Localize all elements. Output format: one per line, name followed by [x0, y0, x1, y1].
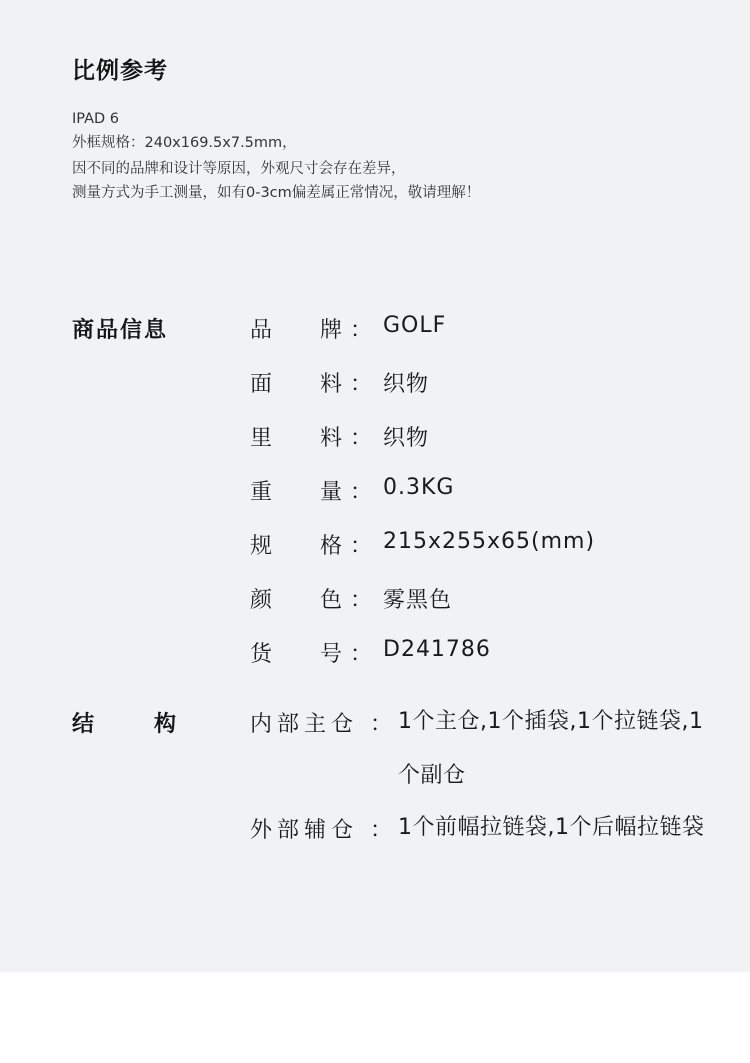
- reference-measure-note: 测量方式为手工测量，如有0-3cm偏差属正常情况，敬请理解！: [72, 185, 481, 201]
- spec-value-size: 215x255x65(mm): [383, 529, 596, 554]
- spec-key-char: 品: [250, 318, 273, 343]
- structure-title-char: 结: [72, 712, 95, 737]
- structure-value-outer: 1个前幅拉链袋,1个后幅拉链袋: [398, 815, 705, 840]
- spec-colon: ：: [350, 534, 373, 559]
- spec-key-char: 量: [320, 480, 343, 505]
- reference-device: IPAD 6: [72, 111, 120, 127]
- structure-value-inner: 1个主仓,1个插袋,1个拉链袋,1个副仓: [398, 709, 704, 788]
- spec-colon: ：: [350, 480, 373, 505]
- spec-colon: ：: [350, 642, 373, 667]
- spec-key-char: 牌: [320, 318, 343, 343]
- spec-key-char: 规: [250, 534, 273, 559]
- reference-frame-spec: 外框规格：240x169.5x7.5mm，: [72, 135, 297, 151]
- structure-title: [72, 707, 176, 738]
- structure-label-inner: 内部主仓: [250, 712, 359, 737]
- spec-key-char: 料: [320, 372, 343, 397]
- spec-key-char: 格: [320, 534, 343, 559]
- spec-colon: ：: [350, 588, 373, 613]
- product-info-title: 商品信息: [72, 318, 169, 343]
- spec-key-char: 颜: [250, 588, 273, 613]
- spec-value-color: 雾黑色: [383, 588, 453, 613]
- spec-key-char: 重: [250, 480, 273, 505]
- reference-title: 比例参考: [72, 58, 168, 84]
- structure-title-char: 构: [153, 712, 176, 737]
- spec-key-char: 号: [320, 642, 343, 667]
- spec-value-outer-material: 织物: [383, 372, 430, 397]
- spec-value-brand: GOLF: [383, 313, 447, 338]
- spec-value-item-number: D241786: [383, 637, 491, 662]
- reference-note: 因不同的品牌和设计等原因，外观尺寸会存在差异，: [72, 161, 406, 177]
- spec-key-char: 面: [250, 372, 273, 397]
- spec-colon: ：: [350, 318, 373, 343]
- spec-value-weight: 0.3KG: [383, 475, 455, 500]
- spec-key-char: 货: [250, 642, 273, 667]
- spec-key-char: 料: [320, 426, 343, 451]
- spec-colon: ：: [350, 372, 373, 397]
- structure-colon: ：: [370, 818, 393, 843]
- structure-colon: ：: [370, 712, 393, 737]
- structure-label-outer: 外部辅仓: [250, 818, 359, 843]
- spec-colon: ：: [350, 426, 373, 451]
- spec-value-lining: 织物: [383, 426, 430, 451]
- spec-key-char: 里: [250, 426, 273, 451]
- spec-key-char: 色: [320, 588, 343, 613]
